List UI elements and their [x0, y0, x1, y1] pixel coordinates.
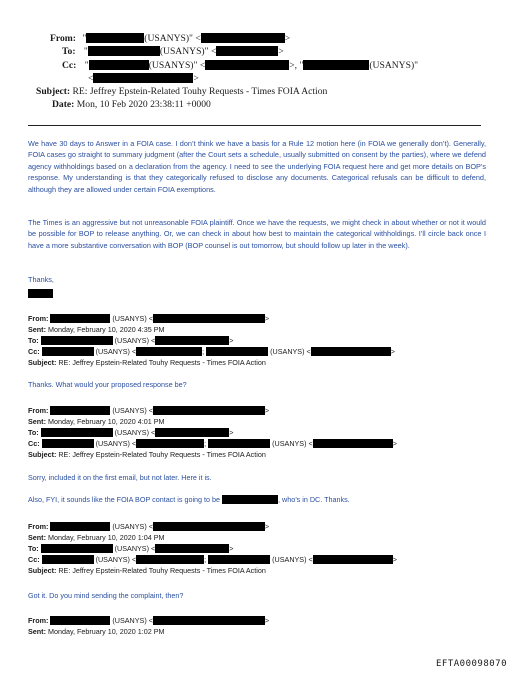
msg2-cc-row: Cc: (USANYS) < ; (USANYS) < > — [28, 439, 397, 448]
header-date-row — [52, 99, 211, 110]
msg3-body: Got it. Do you mind sending the complaint, then? — [28, 591, 184, 600]
msg3-cc-row: Cc: (USANYS) < ; (USANYS) < > — [28, 555, 397, 564]
redaction — [50, 406, 110, 415]
subject-text: RE: Jeffrey Epstein-Related Touhy Requests - Times FOIA Action — [72, 86, 328, 97]
redaction — [155, 544, 229, 553]
body-paragraph-2: The Times is an aggressive but not unreasonable FOIA plaintiff. Once we have the requests, we might check in about whether or not it would be possible for BOP to release anything. Or, we can check in about how best to maintain the categorical withholdings. I’ll circle back once I have a more substantive conversation with BOP (BOP counsel is out tomorrow, but should follow up later in the week). — [28, 218, 486, 250]
msg1-to-row: To: (USANYS) < > — [28, 336, 234, 345]
msg2-sent-row: Sent: Monday, February 10, 2020 4:01 PM — [28, 417, 165, 426]
header-cc-row-2: < > — [88, 73, 199, 84]
redaction — [313, 555, 393, 564]
redaction — [313, 439, 393, 448]
msg3-from-row: From: (USANYS) < > — [28, 522, 270, 531]
header-cc-row: Cc: " (USANYS)" < >, " (USANYS)" — [62, 60, 419, 71]
from-org: (USANYS)" — [144, 33, 193, 44]
msg1-cc-row: Cc: (USANYS) < ; (USANYS) < > — [28, 347, 395, 356]
bates-number: EFTA00098070 — [436, 659, 508, 669]
redaction — [89, 60, 149, 70]
redaction — [86, 33, 144, 43]
redaction — [42, 347, 94, 356]
redaction — [206, 347, 268, 356]
from-label: From: — [50, 33, 76, 44]
redaction — [136, 439, 204, 448]
redaction — [153, 314, 265, 323]
msg2-body-2: Also, FYI, it sounds like the FOIA BOP contact is going to be , who’s in DC. Thanks. — [28, 495, 350, 504]
msg2-from-row: From: (USANYS) < > — [28, 406, 270, 415]
redaction — [42, 439, 94, 448]
body-paragraph-1: We have 30 days to Answer in a FOIA case. I don’t think we have a basis for a Rule 12 motion here (in FOIA we generally don’t). Generally, FOIA cases go straight to summary judgment (after the Court sets a schedule, usually submitted on consent by the parties), where we defend agency withholdings based on a declaration from the agency. I need to see the underlying FOIA request here and get more details on BOP’s response. My understanding is that they categorically refused to disclose any documents. Categorical refusals can be difficult to defend, although they are allowed under certain FOIA exemptions. — [28, 139, 486, 194]
redaction — [208, 439, 270, 448]
redaction — [216, 46, 278, 56]
date-text: Mon, 10 Feb 2020 23:38:11 +0000 — [76, 99, 211, 110]
msg1-sent-row: Sent: Monday, February 10, 2020 4:35 PM — [28, 325, 165, 334]
msg1-subject-row: Subject: RE: Jeffrey Epstein-Related Touhy Requests - Times FOIA Action — [28, 358, 266, 367]
msg2-body: Sorry, included it on the first email, but not later. Here it is. — [28, 473, 212, 482]
to-org: (USANYS)" — [159, 46, 209, 57]
redaction — [41, 336, 113, 345]
header-subject-row — [36, 86, 327, 97]
body-thanks: Thanks, — [28, 275, 54, 284]
header-to-row: To: " (USANYS)" < > — [62, 46, 284, 57]
msg3-to-row: To: (USANYS) < > — [28, 544, 234, 553]
redaction — [153, 522, 265, 531]
redaction — [93, 73, 193, 83]
redaction — [50, 522, 110, 531]
msg4-sent-row: Sent: Monday, February 10, 2020 1:02 PM — [28, 627, 165, 636]
redaction — [136, 347, 202, 356]
cc-label: Cc: — [62, 60, 77, 71]
header-from-row: From: " (USANYS)" < > — [50, 33, 291, 44]
redaction — [153, 406, 265, 415]
msg2-subject-row: Subject: RE: Jeffrey Epstein-Related Touhy Requests - Times FOIA Action — [28, 450, 266, 459]
redaction — [41, 544, 113, 553]
redaction — [88, 46, 160, 56]
redaction — [136, 555, 204, 564]
cc-org-2: (USANYS)" — [369, 60, 419, 71]
redaction — [155, 336, 229, 345]
redaction — [155, 428, 229, 437]
redaction — [153, 616, 265, 625]
msg2-to-row: To: (USANYS) < > — [28, 428, 234, 437]
signature-redaction — [28, 289, 53, 298]
msg1-from-row: From: (USANYS) < > — [28, 314, 270, 323]
redaction — [50, 616, 110, 625]
cc-org-1: (USANYS)" — [148, 60, 198, 71]
to-label: To: — [62, 46, 76, 57]
msg1-body: Thanks. What would your proposed response be? — [28, 380, 187, 389]
redaction — [42, 555, 94, 564]
redaction — [208, 555, 270, 564]
subject-label: Subject: — [36, 86, 71, 97]
header-divider — [28, 125, 481, 126]
date-label: Date: — [52, 99, 75, 110]
redaction — [50, 314, 110, 323]
redaction — [201, 33, 285, 43]
redaction — [205, 60, 289, 70]
redaction — [41, 428, 113, 437]
redaction — [222, 495, 278, 504]
msg4-from-row: From: (USANYS) < > — [28, 616, 270, 625]
redaction — [311, 347, 391, 356]
msg3-subject-row: Subject: RE: Jeffrey Epstein-Related Touhy Requests - Times FOIA Action — [28, 566, 266, 575]
msg3-sent-row: Sent: Monday, February 10, 2020 1:04 PM — [28, 533, 165, 542]
redaction — [303, 60, 369, 70]
